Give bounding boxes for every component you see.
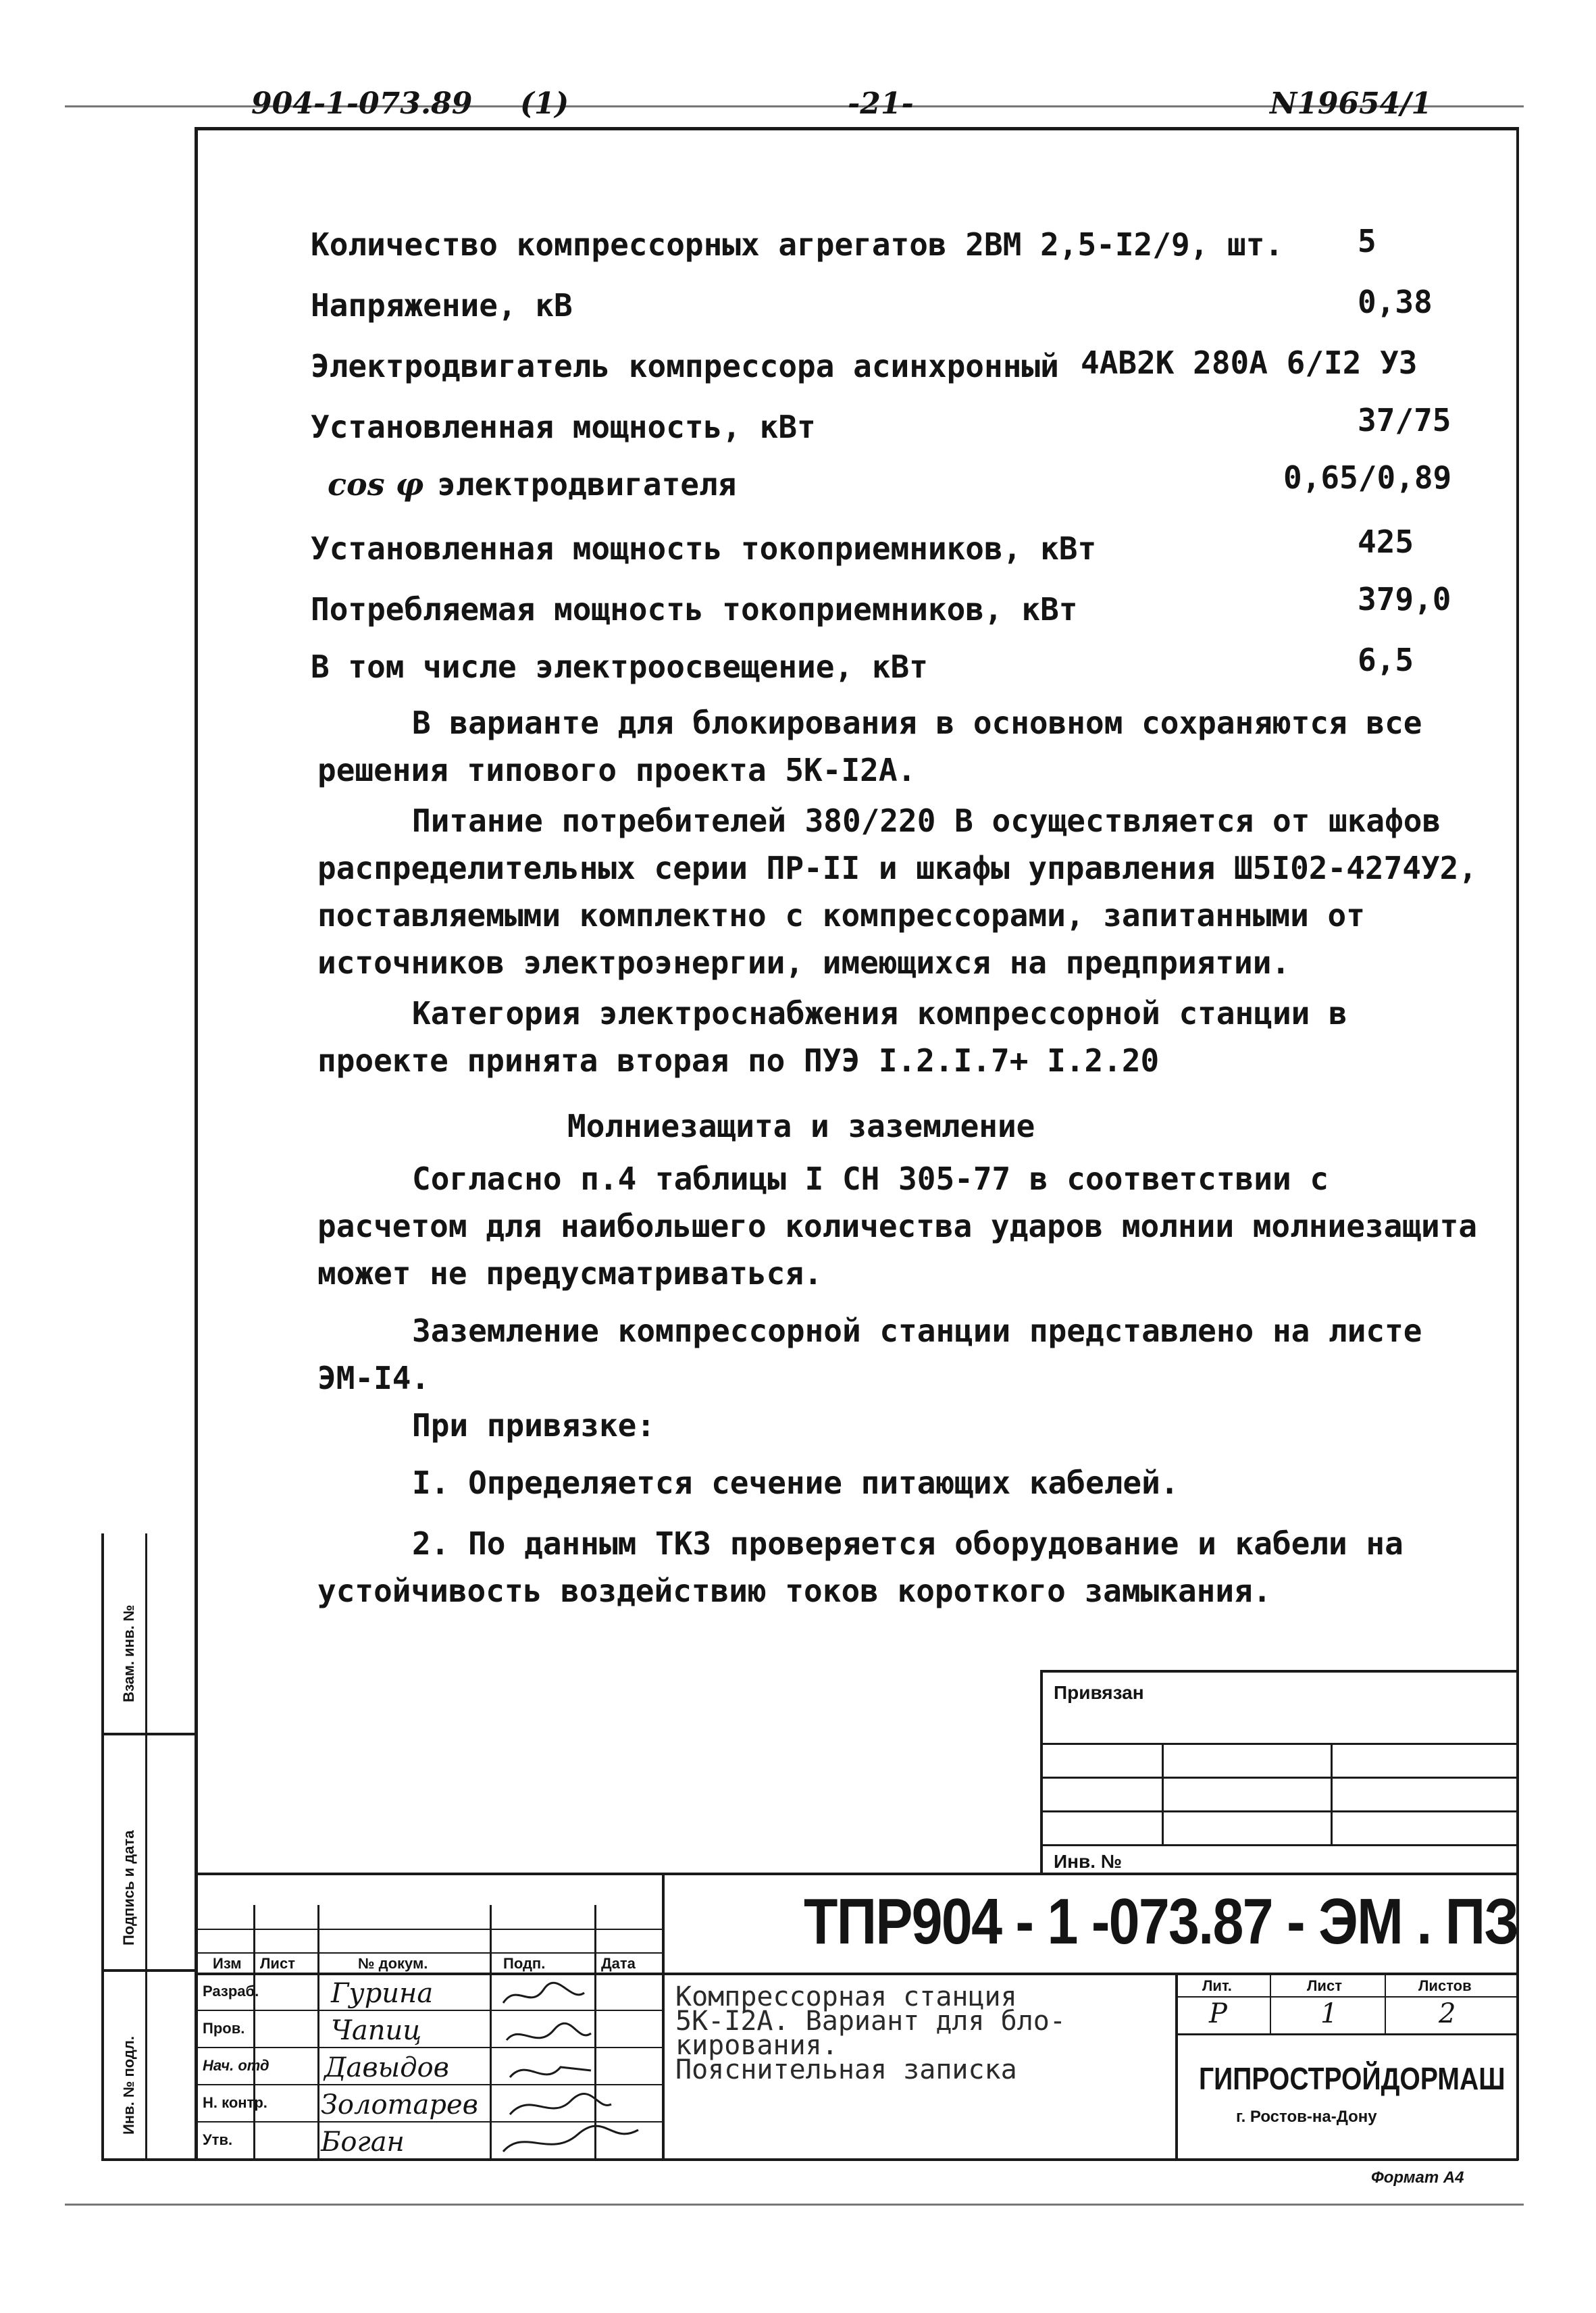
role-label: Разраб. bbox=[203, 1983, 259, 2000]
param-value: 0,65/0,89 bbox=[1283, 459, 1452, 496]
privyazan-row bbox=[1040, 1777, 1518, 1779]
privyazan-col bbox=[1162, 1743, 1164, 1844]
param-value: 379,0 bbox=[1358, 581, 1451, 617]
side-stamp-inner bbox=[145, 1533, 147, 2160]
title-line: Компрессорная станция bbox=[675, 1981, 1017, 2012]
param-label-text: электродвигателя bbox=[437, 466, 737, 503]
side-stamp-left bbox=[101, 1533, 104, 2160]
lit-label: Лит. bbox=[1202, 1977, 1232, 1994]
paragraph: I. Определяется сечение питающих кабелей. bbox=[412, 1465, 1179, 1501]
rev-header: Подп. bbox=[503, 1955, 546, 1972]
title-line: Пояснительная записка bbox=[675, 2054, 1017, 2085]
param-value: 5 bbox=[1358, 223, 1376, 259]
rev-row bbox=[195, 1929, 662, 1930]
sheets-label: Листов bbox=[1418, 1977, 1472, 1994]
privyazan-col bbox=[1331, 1743, 1333, 1844]
sheet-value: 1 bbox=[1320, 1998, 1338, 2029]
cos-phi-prefix: cos φ bbox=[328, 466, 424, 503]
param-label: Количество компрессорных агрегатов 2ВМ 2,5-I2/9, шт. bbox=[311, 226, 1284, 263]
param-value: 0,38 bbox=[1358, 284, 1433, 320]
side-stamp-divider bbox=[101, 1969, 196, 1972]
privyazan-row bbox=[1040, 1810, 1518, 1812]
inventory-number: N19654/1 bbox=[1270, 86, 1432, 121]
signer-name: Чапиц bbox=[331, 2015, 422, 2046]
title-line: кирования. bbox=[675, 2030, 838, 2061]
side-label: Подпись и дата bbox=[120, 1830, 137, 1946]
rev-header: Изм bbox=[213, 1955, 242, 1972]
role-label: Н. контр. bbox=[203, 2094, 267, 2111]
inv-label: Инв. № bbox=[1054, 1851, 1123, 1872]
param-value: 425 bbox=[1358, 524, 1414, 560]
paragraph: В варианте для блокирования в основном сохраняются все решения типового проекта 5К-I2А. bbox=[317, 705, 1422, 788]
title-block-mid bbox=[195, 1973, 1518, 1975]
signer-name: Гурина bbox=[331, 1978, 434, 2009]
title-line: 5К-I2А. Вариант для бло- bbox=[675, 2006, 1066, 2037]
page-number: -21- bbox=[848, 86, 914, 121]
sheet-col bbox=[1385, 1973, 1386, 2033]
title-block-top bbox=[195, 1873, 1518, 1875]
param-label: Установленная мощность, кВт bbox=[311, 409, 816, 445]
doc-designation: ТПР904 - 1 -073.87 - ЭМ . ПЗ bbox=[804, 1885, 1518, 1958]
top-border bbox=[195, 127, 1518, 130]
role-label: Утв. bbox=[203, 2131, 233, 2148]
bottom-border bbox=[101, 2158, 1518, 2161]
signer-name: Давыдов bbox=[324, 2052, 449, 2083]
title-block-vertical bbox=[1175, 1973, 1178, 2160]
param-value: 4АВ2К 280А 6/I2 У3 bbox=[1081, 345, 1418, 381]
param-label bbox=[311, 466, 736, 503]
privyazan-row bbox=[1040, 1743, 1518, 1745]
signer-name: Золотарев bbox=[321, 2089, 478, 2120]
format-label: Формат А4 bbox=[1371, 2168, 1464, 2187]
paragraph: Категория электроснабжения компрессорной станции в проекте принята вторая по ПУЭ I.2.I.7+ I.2.20 bbox=[317, 995, 1347, 1079]
param-label: Потребляемая мощность токоприемников, кВт bbox=[311, 591, 1078, 628]
rev-header: Дата bbox=[601, 1955, 636, 1972]
privyazan-box-top bbox=[1040, 1670, 1518, 1673]
side-label: Инв. № подл. bbox=[120, 2036, 137, 2135]
rev-header: № докум. bbox=[358, 1955, 428, 1972]
signer-name: Боган bbox=[321, 2127, 405, 2158]
side-stamp-divider bbox=[101, 1733, 196, 1735]
paragraph: Питание потребителей 380/220 В осуществляется от шкафов распределительных серии ПР-II и шкафы управления Ш5I02-4274У2, поставляемыми комплектно с компрессорами, запитанными от источников электроэнергии, имеющихся на предприятии. bbox=[317, 803, 1478, 981]
paragraph: 2. По данным ТКЗ проверяется оборудование и кабели на устойчивость воздействию токов короткого замыкания. bbox=[317, 1525, 1404, 1609]
doc-title bbox=[675, 1981, 1066, 2085]
side-label: Взам. инв. № bbox=[120, 1604, 137, 1702]
doc-number: 904-1-073.89 bbox=[251, 86, 473, 121]
param-label: Электродвигатель компрессора асинхронный bbox=[311, 348, 1059, 384]
rev-row bbox=[195, 1952, 662, 1954]
right-border bbox=[1516, 127, 1519, 2160]
paragraph: Заземление компрессорной станции представлено на листе ЭМ-I4. bbox=[317, 1313, 1422, 1396]
sheet-label: Лист bbox=[1307, 1977, 1342, 1994]
edition-mark: (1) bbox=[520, 86, 569, 121]
sheet-row bbox=[1175, 2033, 1518, 2035]
role-label: Пров. bbox=[203, 2020, 245, 2037]
rev-header: Лист bbox=[260, 1955, 295, 1972]
paragraph: При привязке: bbox=[412, 1407, 656, 1444]
privyazan-row bbox=[1040, 1844, 1518, 1846]
param-label: В том числе электроосвещение, кВт bbox=[311, 649, 928, 685]
param-value: 6,5 bbox=[1358, 642, 1414, 678]
sheets-value: 2 bbox=[1439, 1998, 1456, 2029]
role-label: Нач. отд bbox=[203, 2057, 269, 2074]
sheet-col bbox=[1270, 1973, 1271, 2033]
paragraph: Согласно п.4 таблицы I СН 305-77 в соответствии с расчетом для наибольшего количества ударов молнии молниезащита может не предусматриваться. bbox=[317, 1161, 1478, 1292]
lower-edge-line bbox=[65, 2204, 1524, 2206]
signatures bbox=[490, 1976, 665, 2165]
left-border bbox=[195, 127, 198, 2160]
sheet-row bbox=[1175, 1996, 1518, 1998]
org-city: г. Ростов-на-Дону bbox=[1236, 2108, 1377, 2126]
param-label: Установленная мощность токоприемников, кВт bbox=[311, 530, 1097, 567]
param-label: Напряжение, кВ bbox=[311, 287, 573, 324]
section-heading: Молниезащита и заземление bbox=[567, 1108, 1035, 1144]
lit-value: Р bbox=[1209, 1998, 1227, 2029]
param-value: 37/75 bbox=[1358, 402, 1451, 438]
org-name: ГИПРОСТРОЙДОРМАШ bbox=[1199, 2061, 1505, 2096]
privyazan-label: Привязан bbox=[1054, 1682, 1144, 1703]
privyazan-box-left bbox=[1040, 1670, 1043, 1873]
